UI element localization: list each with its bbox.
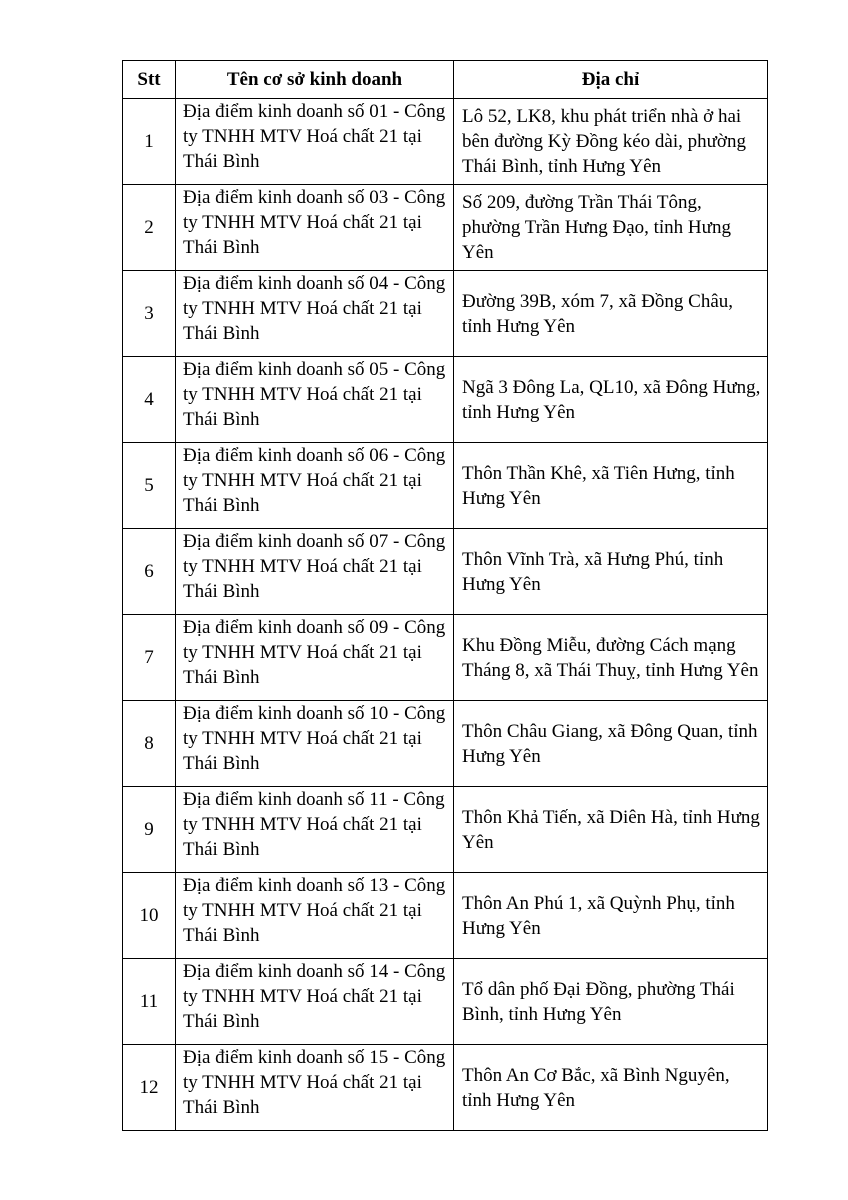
header-stt: Stt	[123, 61, 176, 99]
row-address: Khu Đồng Miễu, đường Cách mạng Tháng 8, xã Thái Thuỵ, tỉnh Hưng Yên	[454, 615, 768, 701]
row-business-name: Địa điểm kinh doanh số 01 - Công ty TNHH MTV Hoá chất 21 tại Thái Bình	[176, 99, 454, 185]
header-business-name: Tên cơ sở kinh doanh	[176, 61, 454, 99]
row-stt: 8	[123, 701, 176, 787]
table-row	[123, 271, 768, 357]
row-stt: 11	[123, 959, 176, 1045]
row-address: Số 209, đường Trần Thái Tông, phường Trần Hưng Đạo, tỉnh Hưng Yên	[454, 185, 768, 271]
row-address: Thôn Khả Tiến, xã Diên Hà, tỉnh Hưng Yên	[454, 787, 768, 873]
row-business-name: Địa điểm kinh doanh số 11 - Công ty TNHH MTV Hoá chất 21 tại Thái Bình	[176, 787, 454, 873]
row-address: Đường 39B, xóm 7, xã Đồng Châu, tỉnh Hưng Yên	[454, 271, 768, 357]
business-locations-table	[122, 60, 768, 1131]
table-row	[123, 873, 768, 959]
row-business-name: Địa điểm kinh doanh số 06 - Công ty TNHH MTV Hoá chất 21 tại Thái Bình	[176, 443, 454, 529]
row-address: Thôn An Phú 1, xã Quỳnh Phụ, tỉnh Hưng Yên	[454, 873, 768, 959]
row-address: Ngã 3 Đông La, QL10, xã Đông Hưng, tỉnh Hưng Yên	[454, 357, 768, 443]
row-stt: 6	[123, 529, 176, 615]
table-row	[123, 357, 768, 443]
row-stt: 5	[123, 443, 176, 529]
row-stt: 12	[123, 1045, 176, 1131]
row-address: Tổ dân phố Đại Đồng, phường Thái Bình, tỉnh Hưng Yên	[454, 959, 768, 1045]
row-address: Lô 52, LK8, khu phát triển nhà ở hai bên đường Kỳ Đồng kéo dài, phường Thái Bình, tỉnh Hưng Yên	[454, 99, 768, 185]
row-business-name: Địa điểm kinh doanh số 03 - Công ty TNHH MTV Hoá chất 21 tại Thái Bình	[176, 185, 454, 271]
table-row	[123, 185, 768, 271]
table-header-row	[123, 61, 768, 99]
row-address: Thôn Thần Khê, xã Tiên Hưng, tỉnh Hưng Yên	[454, 443, 768, 529]
header-address: Địa chỉ	[454, 61, 768, 99]
row-stt: 3	[123, 271, 176, 357]
table-row	[123, 701, 768, 787]
row-stt: 1	[123, 99, 176, 185]
row-business-name: Địa điểm kinh doanh số 10 - Công ty TNHH MTV Hoá chất 21 tại Thái Bình	[176, 701, 454, 787]
table-row	[123, 529, 768, 615]
row-stt: 2	[123, 185, 176, 271]
row-address: Thôn An Cơ Bắc, xã Bình Nguyên, tỉnh Hưng Yên	[454, 1045, 768, 1131]
row-business-name: Địa điểm kinh doanh số 13 - Công ty TNHH MTV Hoá chất 21 tại Thái Bình	[176, 873, 454, 959]
row-business-name: Địa điểm kinh doanh số 04 - Công ty TNHH MTV Hoá chất 21 tại Thái Bình	[176, 271, 454, 357]
row-business-name: Địa điểm kinh doanh số 15 - Công ty TNHH MTV Hoá chất 21 tại Thái Bình	[176, 1045, 454, 1131]
table-row	[123, 1045, 768, 1131]
row-business-name: Địa điểm kinh doanh số 09 - Công ty TNHH MTV Hoá chất 21 tại Thái Bình	[176, 615, 454, 701]
row-business-name: Địa điểm kinh doanh số 07 - Công ty TNHH MTV Hoá chất 21 tại Thái Bình	[176, 529, 454, 615]
row-stt: 7	[123, 615, 176, 701]
row-business-name: Địa điểm kinh doanh số 05 - Công ty TNHH MTV Hoá chất 21 tại Thái Bình	[176, 357, 454, 443]
row-stt: 4	[123, 357, 176, 443]
row-address: Thôn Vĩnh Trà, xã Hưng Phú, tỉnh Hưng Yên	[454, 529, 768, 615]
table-row	[123, 787, 768, 873]
row-stt: 9	[123, 787, 176, 873]
row-stt: 10	[123, 873, 176, 959]
table-row	[123, 99, 768, 185]
table-row	[123, 959, 768, 1045]
table-row	[123, 443, 768, 529]
row-business-name: Địa điểm kinh doanh số 14 - Công ty TNHH MTV Hoá chất 21 tại Thái Bình	[176, 959, 454, 1045]
row-address: Thôn Châu Giang, xã Đông Quan, tỉnh Hưng Yên	[454, 701, 768, 787]
table-row	[123, 615, 768, 701]
